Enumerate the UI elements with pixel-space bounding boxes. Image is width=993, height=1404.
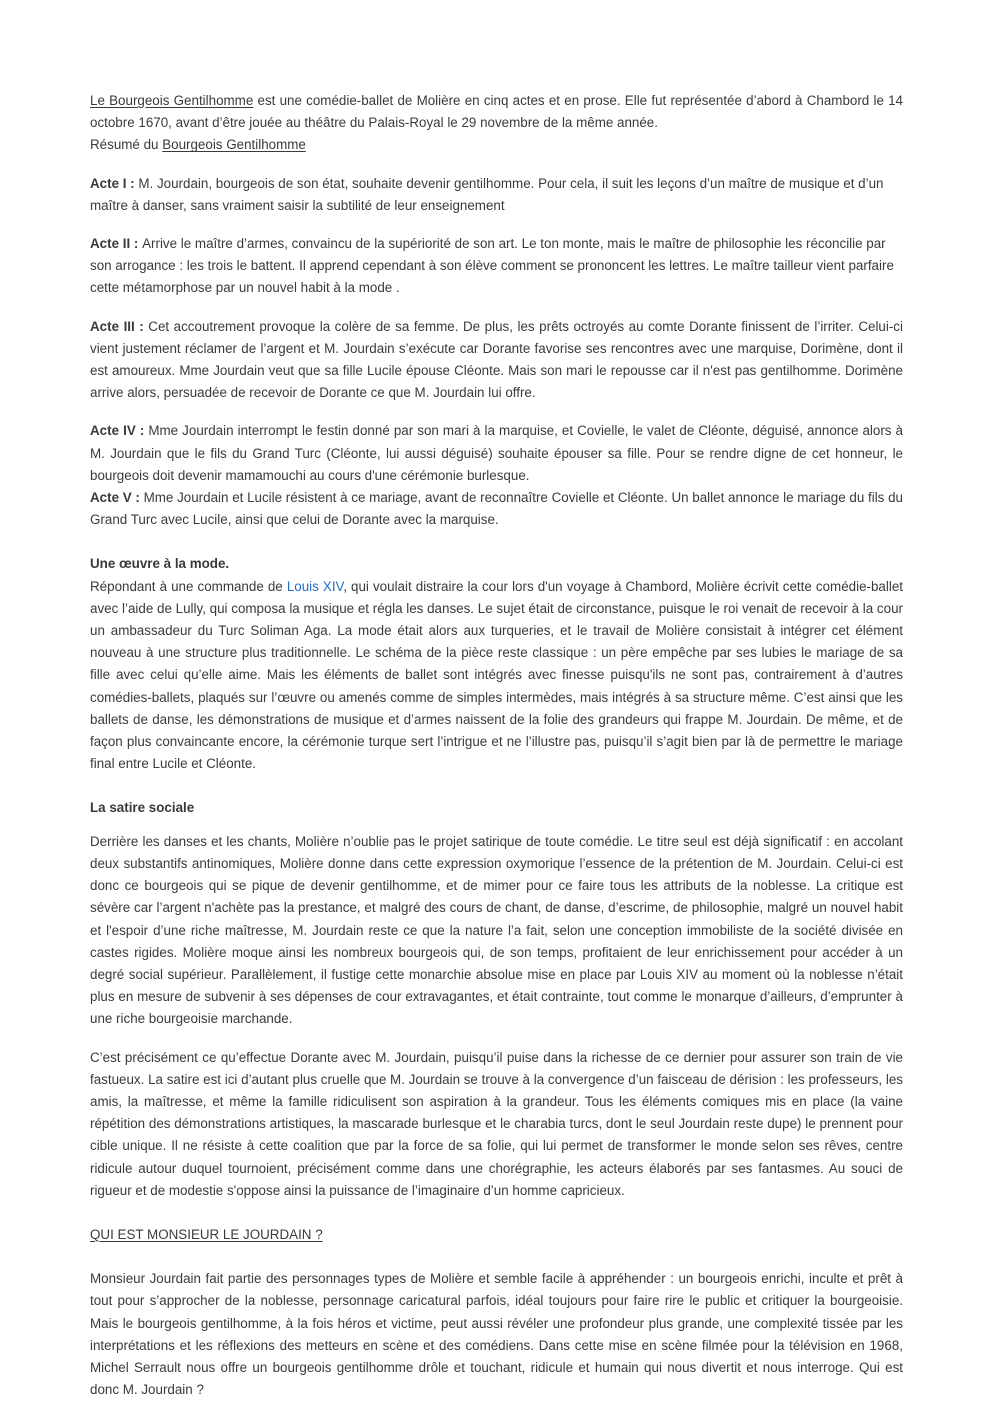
spacer <box>90 300 903 316</box>
spacer <box>90 157 903 173</box>
louis-xiv-link[interactable]: Louis XIV <box>286 578 344 594</box>
acte-4-label: Acte IV : <box>90 423 149 439</box>
spacer <box>90 404 903 420</box>
spacer <box>90 1246 903 1268</box>
spacer <box>90 1202 903 1224</box>
acte-1-label: Acte I : <box>90 175 135 191</box>
satire-paragraph-2: C’est précisément ce qu’effectue Dorante avec M. Jourdain, puisqu’il puise dans la richesse de ce dernier pour assurer son train de vie fastueux. La satire est ici d’autant plus cruelle que M. Jourdain se trouve à la convergence d’un faisceau de dérision : les professeurs, les amis, la maîtresse, et même la famille ridiculisent son aspiration à la grandeur. Tous les éléments comiques mis en place (la vaine répétition des démonstrations artistiques, la mascarade burlesque et le charabia turcs, dont le seul Jourdain reste dupe) le prennent pour cible unique. Il ne résiste à cette coalition que par la force de sa folie, qui lui permet de transformer le monde selon ses rêves, centre ridicule autour duquel tournoient, précisément comme dans une chorégraphie, les acteurs élaborés par ses fantasmes. Au souci de rigueur et de modestie s'oppose ainsi la puissance de l’imaginaire d’un homme capricieux. <box>90 1049 903 1198</box>
spacer <box>90 217 903 233</box>
document-body <box>90 90 903 1401</box>
spacer <box>90 1031 903 1047</box>
intro-paragraph <box>90 90 903 134</box>
acte-5-text: Mme Jourdain et Lucile résistent à ce mariage, avant de reconnaître Covielle et Cléonte. Un ballet annonce le mariage du fils du Grand Turc avec Lucile, ainsi que celui de Dorante avec la marquise. <box>90 490 903 528</box>
spacer <box>90 775 903 797</box>
spacer <box>90 531 903 553</box>
question-paragraph: Monsieur Jourdain fait partie des personnages types de Molière et semble facile à appréhender : un bourgeois enrichi, inculte et prêt à tout pour s’approcher de la noblesse, personnage caricatural parfois, idéal toujours pour faire rire le public et critiquer la bourgeoisie. Mais le bourgeois gentilhomme, à la fois héros et victime, peut aussi révéler une profondeur plus grande, une complexité tissée par les interprétations et les réflexions des metteurs en scène et des comédiens. Dans cette mise en scène filmée pour la télévision en 1968, Michel Serrault nous offre un bourgeois gentilhomme drôle et touchant, ridicule et humain qui nous divertit et nous interroge. Qui est donc M. Jourdain ? <box>90 1271 903 1398</box>
intro-rest: est une comédie-ballet de Molière en cinq actes et en prose. Elle fut représentée d’abord à Chambord le 14 octobre 1670, avant d’être jouée au théâtre du Palais-Royal le 29 novembre de la même année. <box>90 93 904 131</box>
oeuvre-text-after-link: , qui voulait distraire la cour lors d'un voyage à Chambord, Molière écrivit cette comédie-ballet avec l’aide de Lully, qui composa la musique et régla les danses. Le sujet était de circonstance, puisque le roi venait de recevoir à la cour un ambassadeur du Turc Soliman Aga. La mode était alors aux turqueries, et le travail de Molière consistait à intégrer cet élément nouveau à une structure plus traditionnelle. Le schéma de la pièce reste classique : un père empêche par ses lubies le mariage de sa fille avec celui qu’elle aime. Mais les éléments de ballet sont intégrés avec finesse puisqu'ils ne sont pas, contrairement à d’autres comédies-ballets, plaqués sur l’œuvre ou amenés comme de simples intermèdes, mais intégrés à sa structure même. C’est ainsi que les ballets de danse, les démonstrations de musique et d’armes naissent de la folie des grandeurs qui frappe M. Jourdain. De même, et de façon plus convaincante encore, la cérémonie turque sert l’intrigue et ne l’illustre pas, puisqu’il s’agit bien par là de permettre le mariage final entre Lucile et Cléonte. <box>90 578 903 772</box>
resume-label: Résumé du <box>90 137 163 153</box>
resume-line <box>90 134 903 156</box>
section-heading-oeuvre: Une œuvre à la mode. <box>90 556 230 572</box>
acte-2-text: Arrive le maître d’armes, convaincu de la supériorité de son art. Le ton monte, mais le maître de philosophie les réconcilie par son arrogance : les trois le battent. Il apprend cependant à son élève comment se prononcent les lettres. Le maître tailleur vient parfaire cette métamorphose par un nouvel habit à la mode . <box>90 236 894 296</box>
acte-1-paragraph <box>90 173 903 217</box>
acte-5-label: Acte V : <box>90 490 144 506</box>
section-heading-satire: La satire sociale <box>90 800 195 816</box>
spacer <box>90 820 903 831</box>
acte-2-paragraph <box>90 233 903 300</box>
resume-title-underlined: Bourgeois Gentilhomme <box>162 137 306 153</box>
acte-5-paragraph <box>90 487 903 531</box>
acte-3-text: Cet accoutrement provoque la colère de sa femme. De plus, les prêts octroyés au comte Dorante finissent de l’irriter. Celui-ci vient justement réclamer de l’argent et M. Jourdain s’exécute car Dorante favorise ses rencontres avec une marquise, Dorimène, dont il est amoureux. Mme Jourdain veut que sa fille Lucile épouse Cléonte. Mais son mari le repousse car il n'est pas gentilhomme. Dorimène arrive alors, persuadée de recevoir de Dorante ce que M. Jourdain lui offre. <box>90 318 903 401</box>
work-title-underlined: Le Bourgeois Gentilhomme <box>90 93 254 108</box>
section-heading-question: QUI EST MONSIEUR LE JOURDAIN ? <box>90 1226 323 1242</box>
oeuvre-text-before-link: Répondant à une commande de <box>90 578 287 594</box>
acte-3-paragraph <box>90 316 903 405</box>
satire-paragraph-1: Derrière les danses et les chants, Molière n’oublie pas le projet satirique de toute comédie. Le titre seul est déjà significatif : en accolant deux substantifs antinomiques, Molière donne dans cette expression oxymorique l’essence de la prétention de M. Jourdain. Celui-ci est donc ce bourgeois qui se pique de devenir gentilhomme, et de mimer pour ce faire tous les attributs de la noblesse. La critique est sévère car l’argent n'achète pas la prestance, et malgré des cours de chant, de danse, d’escrime, de philosophie, malgré un nouvel habit et l'espoir d’une riche maîtresse, M. Jourdain reste ce que la nature l’a fait, selon une conception immobiliste de la société divisée en castes rigides. Molière moque ainsi les nombreux bourgeois qui, de son temps, profitaient de leur enrichissement pour accéder à un degré social supérieur. Parallèlement, il fustige cette monarchie absolue mise en place par Louis XIV au moment où la noblesse n’était plus en mesure de subvenir à ses dépenses de cour extravagantes, et était contrainte, tout comme le monarque d’ailleurs, d’emprunter à une riche bourgeoisie marchande. <box>90 833 903 1027</box>
acte-1-text: M. Jourdain, bourgeois de son état, souhaite devenir gentilhomme. Pour cela, il suit les leçons d’un maître de musique et d’un maître à danser, sans vraiment saisir la subtilité de leur enseignement <box>90 175 884 213</box>
acte-3-label: Acte III : <box>90 318 149 334</box>
acte-4-text: Mme Jourdain interrompt le festin donné par son mari à la marquise, et Covielle, le valet de Cléonte, déguisé, annonce alors à M. Jourdain que le fils du Grand Turc (Cléonte, lui aussi déguisé) souhaite épouser sa fille. Pour se rendre digne de cet honneur, le bourgeois doit devenir mamamouchi au cours d'une cérémonie burlesque. <box>90 423 904 483</box>
acte-2-label: Acte II : <box>90 236 143 252</box>
acte-4-paragraph <box>90 420 903 487</box>
section-oeuvre-paragraph <box>90 576 903 776</box>
